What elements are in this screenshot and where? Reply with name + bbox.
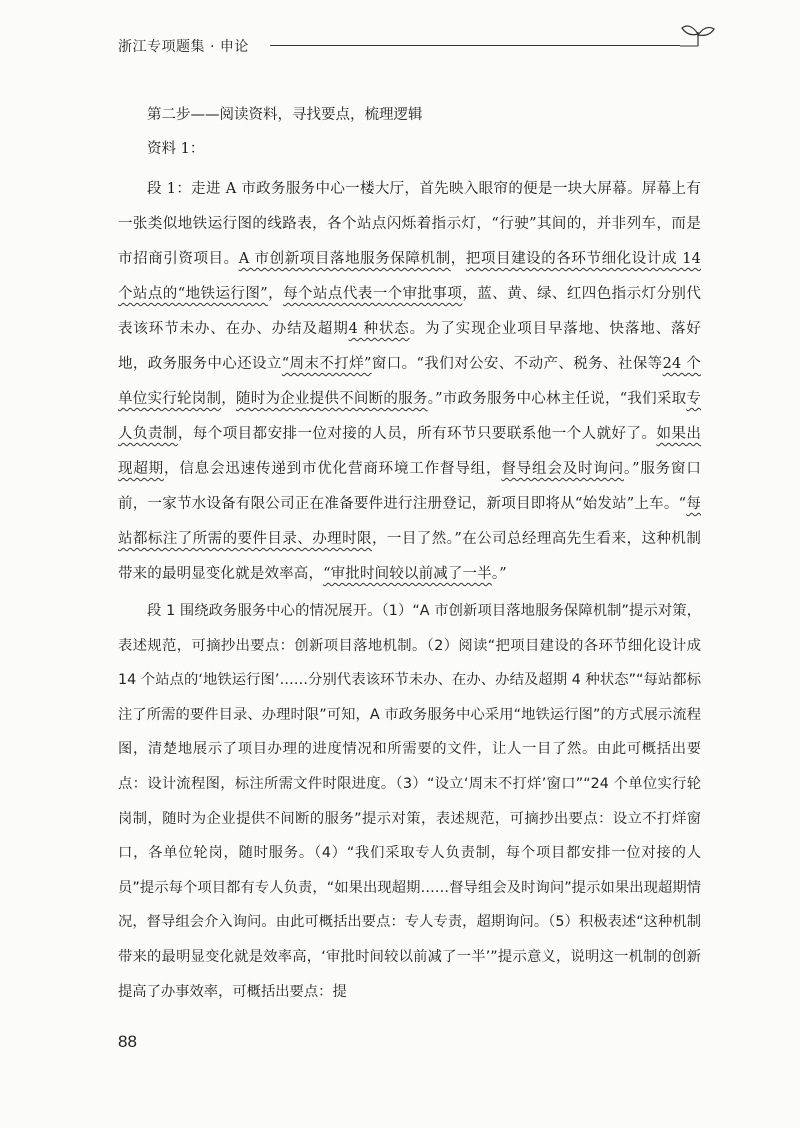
sprout-icon <box>678 22 722 56</box>
underlined-text: 随时为企业提供不间断的服务 <box>235 391 428 407</box>
passage-text: ， <box>267 286 284 302</box>
underlined-text: 如果出现超期 <box>118 426 702 477</box>
source-passage <box>118 172 701 592</box>
passage-text: ， <box>221 391 236 407</box>
passage-text: 。”市政务服务中心林主任说，“我们采取 <box>427 391 687 407</box>
analysis-paragraph: 段 1 围绕政务服务中心的情况展开。（1）“A 市创新项目落地服务保障机制”提示对策，表述规范，可摘抄出要点：创新项目落地机制。（2）阅读“把项目建设的各环节细化设计成 14 个站点的‘地铁运行图’……分别代表该环节未办、在办、办结及超期 4 种状态”“每站都标注了所需的要件目录、办理时限”可知，A 市政务服务中心采用“地铁运行图”的方式展示流程图，清楚地展示了项目办理的进度情况和所需要的文件，让人一目了然。由此可概括出要点：设计流程图，标注所需文件时限进度。（3）“设立‘周末不打烊’窗口”“24 个单位实行轮岗制，随时为企业提供不间断的服务”提示对策，表述规范，可摘抄出要点：设立不打烊窗口，各单位轮岗，随时服务。（4）“我们采取专人负责制，每个项目都安排一位对接的人员”提示每个项目都有专人负责，“如果出现超期……督导组会及时询问”提示如果出现超期情况，督导组会介入询问。由此可概括出要点：专人专责，超期询问。（5）积极表述“这种机制带来的最明显变化就是效率高，‘审批时间较以前减了一半’”提示意义，说明这一机制的创新提高了办事效率，可概括出要点：提 <box>118 603 701 1000</box>
underlined-text: 督导组会及时询问 <box>501 461 625 477</box>
underlined-text: 把项目建设的各环节细化设计成 14 个站点的“地铁运行图” <box>118 251 701 302</box>
header-rule <box>270 45 680 46</box>
passage-text: ，每个项目都安排一位对接的人员，所有环节只要联系他一个人就好了。 <box>177 426 657 442</box>
passage-text: 。” <box>491 566 507 582</box>
underlined-text: 24 个单位实行轮岗制 <box>118 356 701 407</box>
passage-text: ，信息会迅速传递到市优化营商环境工作督导组， <box>164 461 502 477</box>
page-number: 88 <box>118 1032 137 1051</box>
underlined-text: 4 种状态 <box>348 321 410 337</box>
passage-text: ， <box>450 251 466 267</box>
passage-text: 窗口。“我们对公安、不动产、税务、社保等 <box>371 356 663 372</box>
underlined-text: A 市创新项目落地服务保障机制 <box>238 251 451 267</box>
page-content <box>118 98 701 1009</box>
underlined-text: “审批时间较以前减了一半 <box>323 566 492 582</box>
step-heading: 第二步——阅读资料，寻找要点，梳理逻辑 <box>147 107 423 123</box>
running-header <box>118 22 718 82</box>
underlined-text: 每站都标注了所需的要件目录、办理时限 <box>118 496 701 547</box>
passage-text: ，一目了然。”在公司总经理高先生看来，这种机制带来的最明显变化就是效率高， <box>118 531 701 582</box>
passage-text: 段 1：走进 A 市政务服务中心一楼大厅，首先映入眼帘的便是一块大屏幕。屏幕上有一张类似地铁运行图的线路表，各个站点闪烁着指示灯，“行驶”其间的，并非列车，而是市招商引资项目。 <box>118 181 701 267</box>
source-label: 资料 1： <box>147 141 205 157</box>
passage-text: 。为了实现企业项目早落地、快落地、落好地，政务服务中心还设立 <box>118 321 701 372</box>
underlined-text: 每个站点代表一个审批事项 <box>283 286 463 302</box>
underlined-text: “周末不打烊” <box>281 356 372 372</box>
passage-text: ，蓝、黄、绿、红四色指示灯分别代表该环节未办、在办、办结及超期 <box>118 286 701 337</box>
underlined-text: 专人负责制 <box>118 391 701 442</box>
passage-text: 。”服务窗口前，一家节水设备有限公司正在准备要件进行注册登记，新项目即将从“始发站”上车。“ <box>118 461 701 512</box>
book-title: 浙江专项题集 · 申论 <box>118 39 249 55</box>
